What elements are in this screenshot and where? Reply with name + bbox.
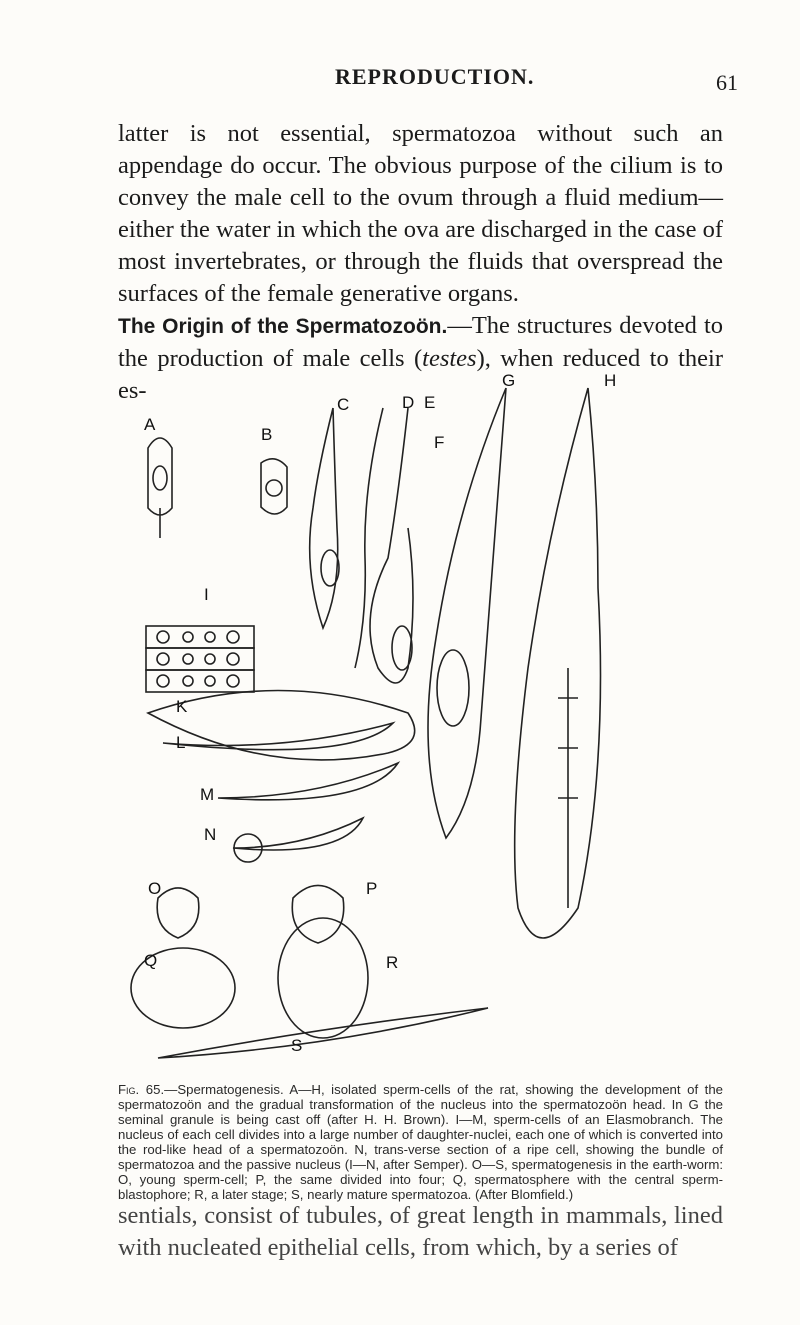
label-d: D [402,393,415,412]
spermatogenesis-figure [118,368,800,1083]
caption-text: —Spermatogenesis. A—H, isolated sperm-cells of the rat, showing the development of the spermatozoön and the gradual transformation of the nucleus into the spermatozoön head. In G the seminal granule is being cast off (after H. H. Brown). I—M, sperm-cells of an Elasmobranch. The nucleus of each cell divides into a large number of daughter-nuclei, each one of which is converted into the rod-like head of a spermatozoön. N, trans-verse section of a ripe cell, showing the bundle of spermatozoa and the passive nucleus (I—N, after Semper). O—S, spermatogenesis in the earth-worm: O, young sperm-cell; P, the same divided into four; Q, spermatosphere with the central sperm-blastophore; R, a later stage; S, nearly mature spermatozoa. (After Blomfield.) [118,1082,724,1202]
label-l: L [176,733,186,752]
label-i: I [204,585,209,604]
cell-s [158,1008,488,1058]
paragraph-2-part1: —The structures devoted to the production of male cells ( [118,312,723,372]
page-number: 61 [716,70,738,95]
cell-m [218,763,398,800]
label-g: G [502,371,516,390]
cell-r [278,918,368,1038]
label-p: P [366,879,378,898]
cell-g [428,388,506,838]
continuation-text: sentials, consist of tubules, of great length in mammals, lined with nucleated epithelial cells, from which, by a series of [118,1202,723,1261]
body-text [118,118,723,407]
cell-b-nucleus [266,480,282,496]
caption-label: Fig. 65. [118,1082,165,1097]
cell-row-i [146,626,254,648]
cell-d [355,408,383,668]
cell-b [261,459,287,514]
running-head: REPRODUCTION. [335,64,535,89]
label-a: A [144,415,156,434]
cell-p [292,886,343,944]
label-m: M [200,785,215,804]
figure-caption [118,1082,723,1202]
label-q: Q [144,951,158,970]
paragraph-1: latter is not essential, spermatozoa without such an appendage do occur. The obvious purpose of the cilium is to convey the male cell to the ovum through a fluid medium—either the water in which the ova are discharged in the case of most invertebrates, or through the fluids that overspread the surfaces of the female generative organs. [118,120,723,307]
label-h: H [604,371,617,390]
paragraph-2-italic: testes [422,345,477,372]
figure-illustration [118,368,800,1083]
cell-c [310,408,338,628]
cell-a-nucleus [153,466,167,490]
label-c: C [337,395,350,414]
page-header [0,62,800,102]
label-e: E [424,393,436,412]
cell-row-k [146,670,254,692]
paragraph-2-part2: ), when reduced to their es- [118,345,723,404]
label-s: S [291,1036,303,1055]
label-b: B [261,425,273,444]
cell-g-head [437,650,469,726]
cell-row-j [146,648,254,670]
section-title: The Origin of the Spermatozoön. [118,315,448,338]
cell-h [515,388,601,938]
label-r: R [386,953,399,972]
label-k: K [176,697,188,716]
cell-e [370,408,413,683]
cell-h-tail [558,668,578,908]
cell-a [148,438,172,515]
label-f: F [434,433,445,452]
label-n: N [204,825,217,844]
cell-o [157,888,199,938]
label-o: O [148,879,162,898]
cell-e-head [392,626,412,670]
